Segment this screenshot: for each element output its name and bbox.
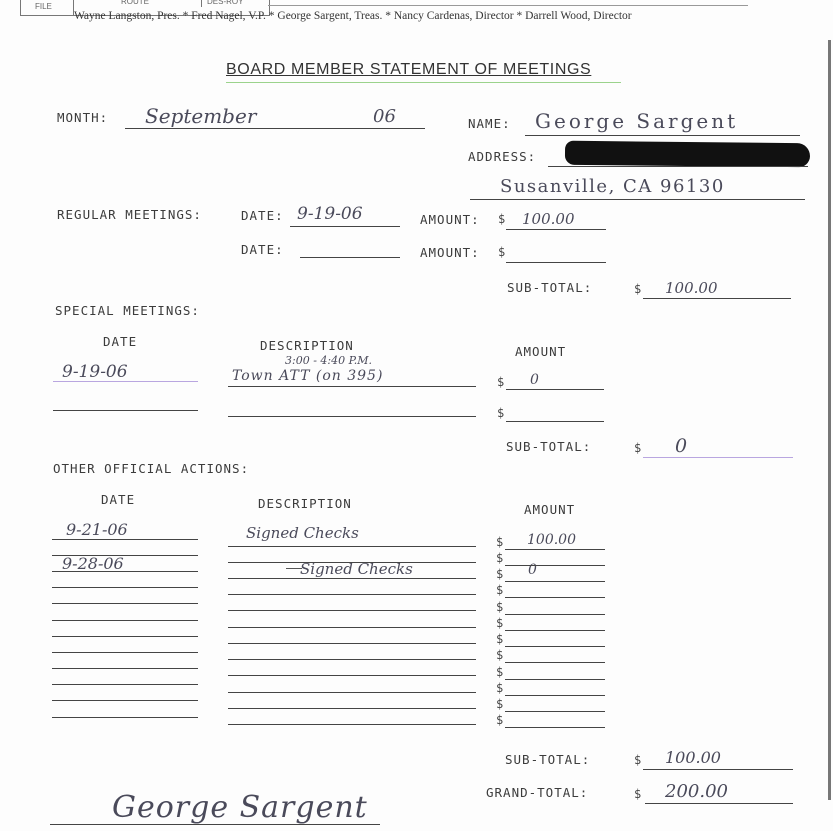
- special-col-description: DESCRIPTION: [260, 338, 354, 353]
- other-currency: $: [496, 713, 504, 727]
- special-subtotal-label: SUB-TOTAL:: [506, 439, 592, 454]
- other-currency: $: [496, 632, 504, 646]
- stamp-divider: [201, 0, 202, 7]
- regular-subtotal-line: [643, 298, 791, 299]
- other-description-line: [228, 578, 476, 579]
- special-amount-line-2: [506, 421, 604, 422]
- regular-date-line-1: [290, 226, 400, 227]
- regular-amount-currency: $: [498, 212, 506, 226]
- other-amount-line: [505, 614, 605, 615]
- regular-subtotal-currency: $: [634, 282, 642, 296]
- other-description-line: [228, 610, 476, 611]
- stamp-route: ROUTE: [121, 0, 149, 6]
- other-amount-1: 100.00: [527, 532, 576, 548]
- other-subtotal-value: 100.00: [665, 748, 721, 767]
- special-description-line-1: [228, 386, 476, 387]
- grand-total-line: [645, 803, 793, 804]
- other-strikeout-mark: [286, 568, 302, 569]
- name-label: NAME:: [468, 116, 511, 131]
- other-date-line: [52, 555, 198, 556]
- month-value: September: [145, 104, 257, 128]
- other-description-line: [228, 708, 476, 709]
- other-description-line: [228, 627, 476, 628]
- other-currency: $: [496, 681, 504, 695]
- address-line-1: [548, 166, 808, 167]
- special-subtotal-currency: $: [634, 441, 642, 455]
- special-description-1: Town ATT (on 395): [232, 368, 384, 384]
- other-amount-line: [505, 679, 605, 680]
- other-amount-2: 0: [528, 562, 537, 578]
- special-amount-1: 0: [530, 372, 539, 388]
- other-currency: $: [496, 583, 504, 597]
- other-amount-line: [505, 662, 605, 663]
- other-date-line: [52, 587, 198, 588]
- other-date-line: [52, 620, 198, 621]
- signature-line: [50, 824, 380, 825]
- address-line-2: Susanville, CA 96130: [500, 176, 725, 197]
- other-description-line: [228, 594, 476, 595]
- address-line-2-rule: [470, 199, 805, 200]
- other-amount-line: [505, 695, 605, 696]
- other-date-line: [52, 636, 198, 637]
- other-col-description: DESCRIPTION: [258, 496, 352, 511]
- other-date-line: [52, 539, 198, 540]
- other-amount-line: [505, 646, 605, 647]
- regular-date-label-2: DATE:: [241, 242, 284, 257]
- other-date-2: 9-28-06: [62, 554, 124, 573]
- scan-edge: [828, 40, 831, 800]
- other-description-line: [228, 546, 476, 547]
- regular-amount-line-2: [506, 262, 606, 263]
- regular-meetings-label: REGULAR MEETINGS:: [57, 207, 202, 222]
- officers-header: Wayne Langston, Pres. * Fred Nagel, V.P. * George Sargent, Treas. * Nancy Cardenas, Director * Darrell Wood, Director: [74, 10, 632, 22]
- other-subtotal-currency: $: [634, 753, 642, 767]
- special-currency-2: $: [497, 406, 505, 420]
- other-description-line: [228, 724, 476, 725]
- other-amount-line: [505, 727, 605, 728]
- signature: George Sargent: [112, 790, 368, 825]
- regular-amount-label-2: AMOUNT:: [420, 245, 480, 260]
- name-value: George Sargent: [535, 109, 739, 133]
- special-col-date: DATE: [103, 334, 138, 349]
- month-label: MONTH:: [57, 110, 109, 125]
- other-col-amount: AMOUNT: [524, 502, 576, 517]
- other-currency: $: [496, 616, 504, 630]
- special-description-line-2: [228, 416, 476, 417]
- other-description-line: [228, 659, 476, 660]
- other-currency: $: [496, 697, 504, 711]
- regular-amount-currency-2: $: [498, 245, 506, 259]
- special-meetings-label: SPECIAL MEETINGS:: [55, 303, 200, 318]
- other-currency: $: [496, 600, 504, 614]
- regular-amount-line-1: [506, 229, 606, 230]
- other-description-line: [228, 643, 476, 644]
- stamp-destroy: DES-ROY: [207, 0, 244, 6]
- name-line: [525, 135, 800, 136]
- other-description-line: [228, 692, 476, 693]
- regular-amount-label: AMOUNT:: [420, 212, 480, 227]
- month-year: 06: [373, 106, 396, 127]
- other-actions-label: OTHER OFFICIAL ACTIONS:: [53, 461, 250, 476]
- other-description-line: [228, 562, 476, 563]
- other-currency: $: [496, 648, 504, 662]
- regular-date-line-2: [300, 257, 400, 258]
- other-date-line: [52, 652, 198, 653]
- other-currency: $: [496, 535, 504, 549]
- other-subtotal-line: [643, 769, 793, 770]
- other-currency: $: [496, 665, 504, 679]
- special-subtotal-value: 0: [675, 435, 688, 457]
- title-underline: [226, 82, 621, 83]
- regular-date-1: 9-19-06: [297, 204, 363, 224]
- other-date-line: [52, 668, 198, 669]
- grand-total-value: 200.00: [665, 781, 728, 802]
- special-col-amount: AMOUNT: [515, 344, 567, 359]
- other-amount-line: [505, 597, 605, 598]
- other-amount-line: [505, 565, 605, 566]
- special-subtotal-line: [643, 457, 793, 458]
- other-date-line: [52, 700, 198, 701]
- other-description-1: Signed Checks: [246, 524, 359, 542]
- regular-amount-1: 100.00: [522, 210, 575, 228]
- other-subtotal-label: SUB-TOTAL:: [505, 752, 591, 767]
- page-title: BOARD MEMBER STATEMENT OF MEETINGS: [226, 61, 592, 78]
- header-rule: [268, 5, 748, 6]
- grand-total-currency: $: [634, 787, 642, 801]
- other-amount-line: [505, 630, 605, 631]
- other-date-line: [52, 571, 198, 572]
- other-description-line: [228, 675, 476, 676]
- regular-subtotal-value: 100.00: [665, 279, 718, 297]
- other-amount-line: [505, 711, 605, 712]
- address-redaction: [565, 141, 810, 168]
- special-date-1: 9-19-06: [62, 362, 128, 382]
- other-date-line: [52, 684, 198, 685]
- other-date-line: [52, 717, 198, 718]
- stamp-file: FILE: [35, 2, 52, 11]
- special-date-line-1: [53, 381, 198, 382]
- other-col-date: DATE: [101, 492, 136, 507]
- special-date-line-2: [53, 410, 198, 411]
- special-amount-line-1: [506, 389, 604, 390]
- regular-subtotal-label: SUB-TOTAL:: [507, 280, 593, 295]
- other-currency: $: [496, 551, 504, 565]
- month-line: [125, 128, 425, 129]
- other-date-1: 9-21-06: [66, 520, 128, 539]
- grand-total-label: GRAND-TOTAL:: [486, 785, 589, 800]
- special-currency-1: $: [497, 375, 505, 389]
- other-amount-line: [505, 549, 605, 550]
- address-label: ADDRESS:: [468, 149, 537, 164]
- regular-date-label: DATE:: [241, 208, 284, 223]
- special-time-1: 3:00 - 4:40 P.M.: [285, 354, 373, 367]
- other-currency: $: [496, 567, 504, 581]
- other-description-2: Signed Checks: [300, 560, 413, 578]
- other-date-line: [52, 603, 198, 604]
- other-amount-line: [505, 581, 605, 582]
